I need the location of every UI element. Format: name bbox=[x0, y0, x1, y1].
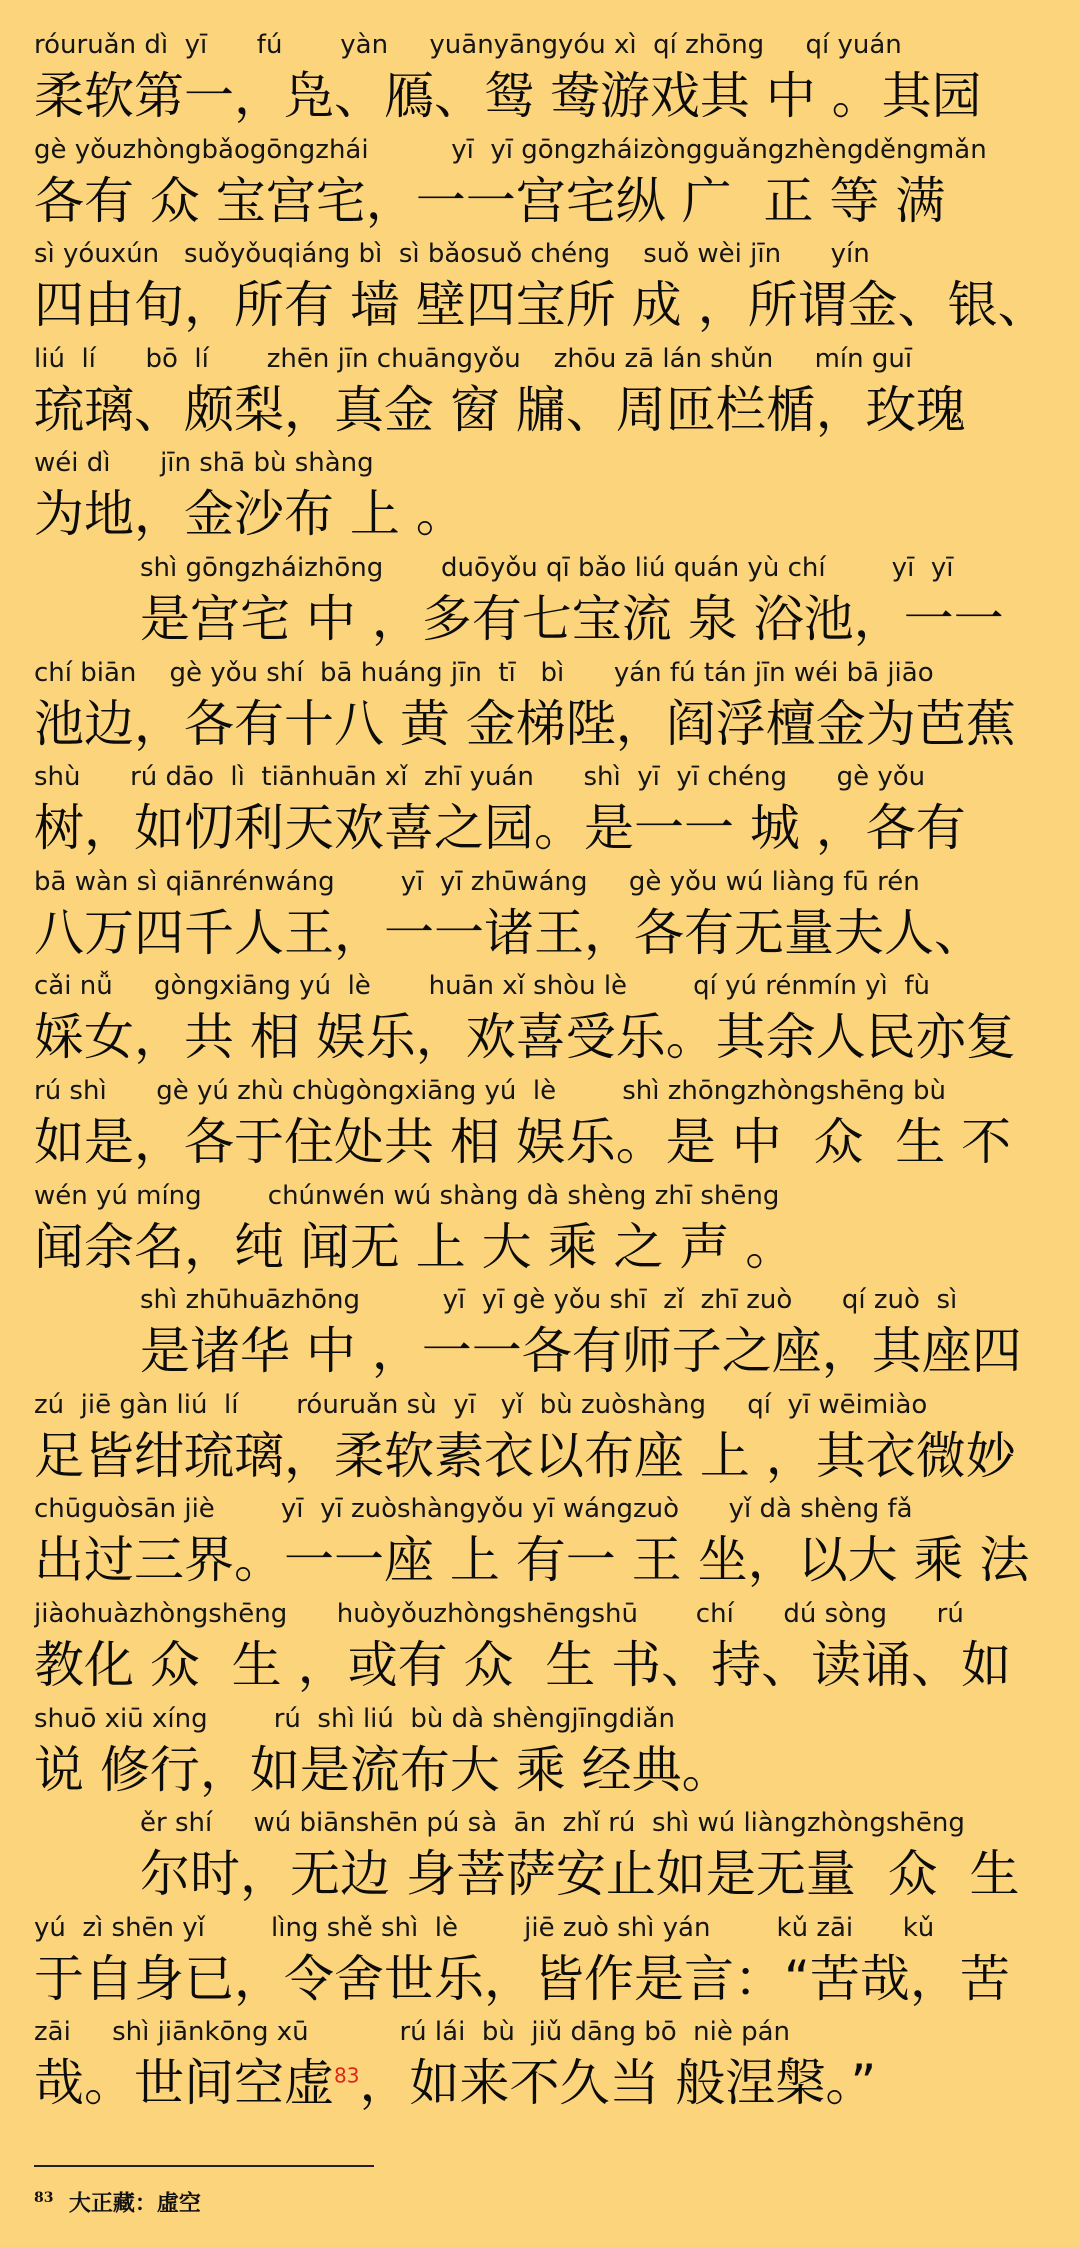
chinese-text: 柔软第一，凫、鴈、鸳 鸯游戏其 中 。其园 bbox=[34, 67, 982, 125]
chinese-line bbox=[34, 2051, 1054, 2115]
chinese-line bbox=[34, 1005, 1054, 1069]
chinese-text: 于自身已，令舍世乐，皆作是言：“苦哉，苦 bbox=[34, 1950, 1010, 2008]
text-line bbox=[0, 1388, 1080, 1493]
pinyin-line: chí biān gè yǒu shí bā huáng jīn tī bì yán fú tán jīn wéi bā jiāo bbox=[34, 658, 934, 688]
pinyin-line: sì yóuxún suǒyǒuqiáng bì sì bǎosuǒ chéng suǒ wèi jīn yín bbox=[34, 239, 870, 269]
text-line bbox=[0, 1597, 1080, 1702]
chinese-text: 闻余名，纯 闻无 上 大 乘 之 声 。 bbox=[34, 1218, 796, 1276]
chinese-line bbox=[34, 378, 1054, 442]
pinyin-line: shù rú dāo lì tiānhuān xǐ zhī yuán shì yī yī chéng gè yǒu bbox=[34, 762, 926, 792]
chinese-text: 四由旬，所有 墙 壁四宝所 成 ，所谓金、银、 bbox=[34, 276, 1048, 334]
chinese-text: 尔时，无边 身菩萨安止如是无量 众 生 bbox=[140, 1845, 1020, 1903]
chinese-text: 琉璃、颇梨，真金 窗 牖、周匝栏楯，玫瑰 bbox=[34, 381, 966, 439]
pinyin-line: bā wàn sì qiānrénwáng yī yī zhūwáng gè yǒu wú liàng fū rén bbox=[34, 867, 920, 897]
text-line bbox=[0, 865, 1080, 970]
pinyin-line: liú lí bō lí zhēn jīn chuāngyǒu zhōu zā lán shǔn mín guī bbox=[34, 344, 913, 374]
pinyin-line: rú shì gè yú zhù chùgòngxiāng yú lè shì zhōngzhòngshēng bù bbox=[34, 1076, 946, 1106]
text-line bbox=[0, 656, 1080, 761]
chinese-line bbox=[34, 796, 1054, 860]
pinyin-line: zāi shì jiānkōng xū rú lái bù jiǔ dāng bō niè pán bbox=[34, 2017, 791, 2047]
pinyin-line: yú zì shēn yǐ lìng shě shì lè jiē zuò shì yán kǔ zāi kǔ bbox=[34, 1913, 935, 1943]
text-line bbox=[0, 1492, 1080, 1597]
chinese-line bbox=[140, 1319, 1054, 1383]
chinese-text: 是诸华 中 ，一一各有师子之座，其座四 bbox=[140, 1322, 1022, 1380]
chinese-line bbox=[34, 64, 1054, 128]
chinese-line bbox=[34, 273, 1054, 337]
pinyin-line: chūguòsān jiè yī yī zuòshàngyǒu yī wángzuò yǐ dà shèng fǎ bbox=[34, 1494, 913, 1524]
pinyin-line: ěr shí wú biānshēn pú sà ān zhǐ rú shì wú liàngzhòngshēng bbox=[140, 1808, 965, 1838]
text-line bbox=[0, 1702, 1080, 1807]
text-line bbox=[0, 551, 1080, 656]
chinese-line bbox=[34, 169, 1054, 233]
chinese-text: 说 修行，如是流布大 乘 经典。 bbox=[34, 1741, 732, 1799]
chinese-text: 哉。世间空虚 bbox=[34, 2054, 334, 2112]
footnote-ref-83[interactable]: 83 bbox=[334, 2063, 360, 2088]
footnote bbox=[34, 2178, 201, 2218]
chinese-text-tail: ，如来不久当 般涅槃。” bbox=[359, 2054, 877, 2112]
pinyin-line: wéi dì jīn shā bù shàng bbox=[34, 448, 374, 478]
text-line bbox=[0, 28, 1080, 133]
text-line bbox=[0, 1911, 1080, 2016]
chinese-text: 各有 众 宝宫宅，一一宫宅纵 广 正 等 满 bbox=[34, 172, 946, 230]
chinese-text: 树，如忉利天欢喜之园。是一一 城 ，各有 bbox=[34, 799, 966, 857]
text-line bbox=[0, 1179, 1080, 1284]
text-line bbox=[0, 1283, 1080, 1388]
pinyin-line: jiàohuàzhòngshēng huòyǒuzhòngshēngshū chí dú sòng rú bbox=[34, 1599, 964, 1629]
pinyin-line: gè yǒuzhòngbǎogōngzhái yī yī gōngzháizòngguǎngzhèngděngmǎn bbox=[34, 135, 987, 165]
chinese-text: 八万四千人王，一一诸王，各有无量夫人、 bbox=[34, 904, 984, 962]
chinese-line bbox=[34, 1424, 1054, 1488]
footnote-text: 大正藏：虛空 bbox=[68, 2190, 201, 2217]
text-line bbox=[0, 342, 1080, 447]
text-line bbox=[0, 133, 1080, 238]
chinese-line bbox=[34, 1215, 1054, 1279]
text-line bbox=[0, 1806, 1080, 1911]
text-line bbox=[0, 2015, 1080, 2120]
chinese-text: 教化 众 生 ，或有 众 生 书、持、读诵、如 bbox=[34, 1636, 1012, 1694]
pinyin-line: shuō xiū xíng rú shì liú bù dà shèngjīngdiǎn bbox=[34, 1704, 675, 1734]
chinese-line bbox=[34, 1633, 1054, 1697]
chinese-text: 如是，各于住处共 相 娱乐。是 中 众 生 不 bbox=[34, 1113, 1012, 1171]
chinese-line bbox=[34, 1528, 1054, 1592]
chinese-text: 足皆绀琉璃，柔软素衣以布座 上 ，其衣微妙 bbox=[34, 1427, 1016, 1485]
chinese-text: 是宫宅 中 ，多有七宝流 泉 浴池，一一 bbox=[140, 590, 1004, 648]
footnote-divider bbox=[34, 2165, 374, 2167]
footnote-number: 83 bbox=[34, 2190, 54, 2206]
text-line bbox=[0, 237, 1080, 342]
pinyin-line: shì zhūhuāzhōng yī yī gè yǒu shī zǐ zhī zuò qí zuò sì bbox=[140, 1285, 958, 1315]
pinyin-line: cǎi nǚ gòngxiāng yú lè huān xǐ shòu lè qí yú rénmín yì fù bbox=[34, 971, 930, 1001]
chinese-line bbox=[34, 1110, 1054, 1174]
pinyin-line: zú jiē gàn liú lí róuruǎn sù yī yǐ bù zuòshàng qí yī wēimiào bbox=[34, 1390, 928, 1420]
pinyin-line: róuruǎn dì yī fú yàn yuānyāngyóu xì qí zhōng qí yuán bbox=[34, 30, 902, 60]
chinese-text: 婇女，共 相 娱乐，欢喜受乐。其余人民亦复 bbox=[34, 1008, 1016, 1066]
chinese-text: 为地，金沙布 上 。 bbox=[34, 485, 466, 543]
chinese-line bbox=[34, 901, 1054, 965]
chinese-text: 池边，各有十八 黄 金梯陛，阎浮檀金为芭蕉 bbox=[34, 695, 1016, 753]
chinese-line bbox=[34, 1738, 1054, 1802]
chinese-line bbox=[34, 1947, 1054, 2011]
chinese-line bbox=[140, 587, 1054, 651]
text-line bbox=[0, 1074, 1080, 1179]
chinese-line bbox=[140, 1842, 1054, 1906]
text-line bbox=[0, 760, 1080, 865]
chinese-line bbox=[34, 692, 1054, 756]
chinese-text: 出过三界。一一座 上 有一 王 坐，以大 乘 法 bbox=[34, 1531, 1030, 1589]
text-line bbox=[0, 969, 1080, 1074]
pinyin-line: shì gōngzháizhōng duōyǒu qī bǎo liú quán yù chí yī yī bbox=[140, 553, 954, 583]
pinyin-line: wén yú míng chúnwén wú shàng dà shèng zhī shēng bbox=[34, 1181, 780, 1211]
text-line bbox=[0, 446, 1080, 551]
chinese-line bbox=[34, 482, 1054, 546]
